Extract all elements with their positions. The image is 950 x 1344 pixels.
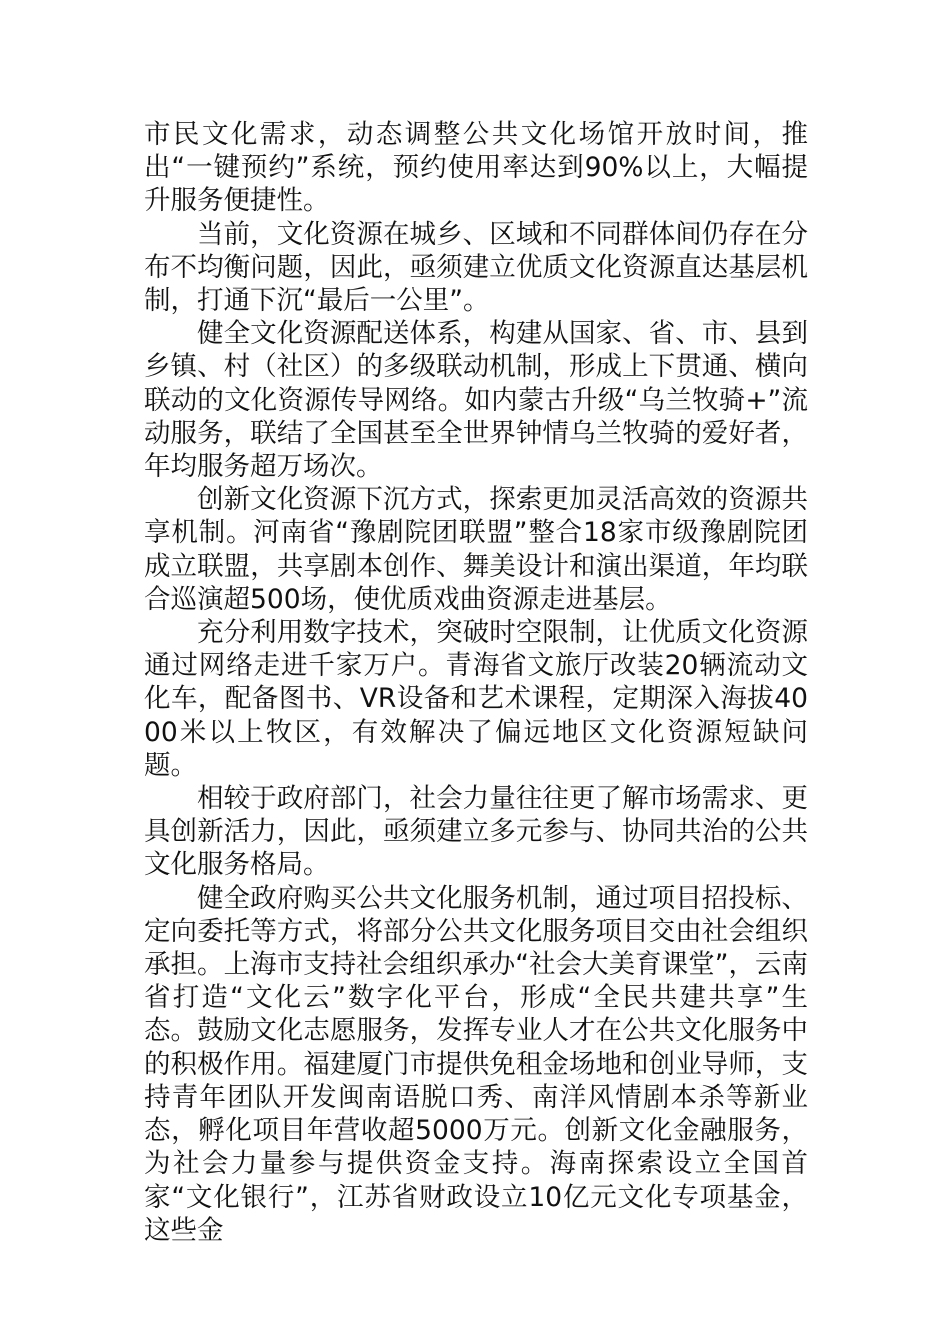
paragraph: 充分利用数字技术，突破时空限制，让优质文化资源通过网络走进千家万户。青海省文旅厅改装20辆流动文化车，配备图书、VR设备和艺术课程，定期深入海拔4000米以上牧区，有效解决了偏远地区文化资源短缺问题。 xyxy=(144,617,808,781)
paragraph: 健全政府购买公共文化服务机制，通过项目招投标、定向委托等方式，将部分公共文化服务项目交由社会组织承担。上海市支持社会组织承办“社会大美育课堂”，云南省打造“文化云”数字化平台，形成“全民共建共享”生态。鼓励文化志愿服务，发挥专业人才在公共文化服务中的积极作用。福建厦门市提供免租金场地和创业导师，支持青年团队开发闽南语脱口秀、南洋风情剧本杀等新业态，孵化项目年营收超5000万元。创新文化金融服务，为社会力量参与提供资金支持。海南探索设立全国首家“文化银行”，江苏省财政设立10亿元文化专项基金，这些金 xyxy=(144,882,808,1246)
document-page xyxy=(144,118,808,1247)
paragraph: 创新文化资源下沉方式，探索更加灵活高效的资源共享机制。河南省“豫剧院团联盟”整合18家市级豫剧院团成立联盟，共享剧本创作、舞美设计和演出渠道，年均联合巡演超500场，使优质戏曲资源走进基层。 xyxy=(144,484,808,615)
paragraph: 当前，文化资源在城乡、区域和不同群体间仍存在分布不均衡问题，因此，亟须建立优质文化资源直达基层机制，打通下沉“最后一公里”。 xyxy=(144,218,808,317)
paragraph: 相较于政府部门，社会力量往往更了解市场需求、更具创新活力，因此，亟须建立多元参与、协同共治的公共文化服务格局。 xyxy=(144,783,808,881)
paragraph: 市民文化需求，动态调整公共文化场馆开放时间，推出“一键预约”系统，预约使用率达到90%以上，大幅提升服务便捷性。 xyxy=(144,119,808,217)
paragraph: 健全文化资源配送体系，构建从国家、省、市、县到乡镇、村（社区）的多级联动机制，形成上下贯通、横向联动的文化资源传导网络。如内蒙古升级“乌兰牧骑+”流动服务，联结了全国甚至全世界钟情乌兰牧骑的爱好者，年均服务超万场次。 xyxy=(144,318,808,483)
